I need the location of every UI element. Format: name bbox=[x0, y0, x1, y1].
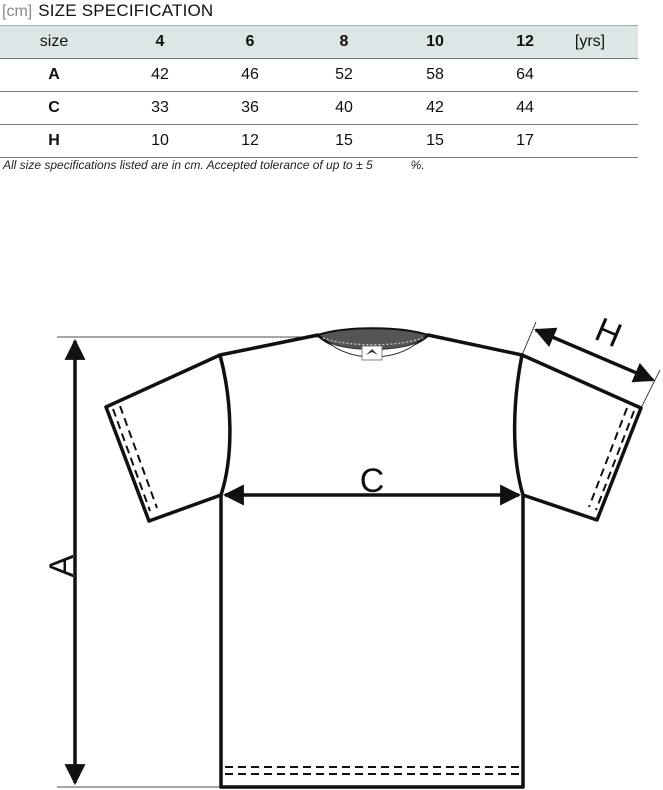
size-8-header: 8 bbox=[339, 33, 349, 50]
dimension-c-label: C bbox=[359, 462, 385, 500]
table-cell: 12 bbox=[241, 132, 259, 149]
size-10-header: 10 bbox=[426, 33, 444, 50]
table-cell: 42 bbox=[426, 99, 444, 116]
table-cell: 36 bbox=[241, 99, 259, 116]
page-title: SIZE SPECIFICATION bbox=[38, 1, 214, 20]
row-label-h: H bbox=[48, 132, 60, 149]
table-cell: 58 bbox=[426, 66, 444, 83]
table-cell: 64 bbox=[516, 66, 534, 83]
table-cell: 33 bbox=[151, 99, 169, 116]
table-cell: 17 bbox=[516, 132, 534, 149]
unit-label: [cm] bbox=[2, 3, 33, 20]
dimension-a-label: A bbox=[43, 554, 81, 578]
size-header-cell: size bbox=[39, 33, 69, 50]
table-cell: 15 bbox=[335, 132, 353, 149]
dimension-h bbox=[522, 311, 660, 408]
tolerance-note-suffix: %. bbox=[410, 158, 425, 172]
table-cell: 40 bbox=[335, 99, 353, 116]
table-cell: 42 bbox=[151, 66, 169, 83]
tshirt-outline bbox=[106, 335, 641, 787]
row-label-c: C bbox=[48, 99, 60, 116]
brand-label-icon bbox=[362, 346, 382, 360]
tolerance-note-text: All size specifications listed are in cm. Accepted tolerance of up to ± 5 bbox=[3, 158, 373, 172]
age-unit-header: [yrs] bbox=[574, 33, 606, 50]
dimension-h-label: H bbox=[589, 310, 628, 356]
size-12-header: 12 bbox=[516, 33, 534, 50]
table-cell: 10 bbox=[151, 132, 169, 149]
dimension-a bbox=[43, 337, 318, 787]
table-cell: 15 bbox=[426, 132, 444, 149]
row-label-a: A bbox=[48, 66, 60, 83]
tshirt-body bbox=[220, 335, 523, 787]
table-cell: 52 bbox=[335, 66, 353, 83]
size-6-header: 6 bbox=[245, 33, 255, 50]
table-cell: 44 bbox=[516, 99, 534, 116]
dimension-c bbox=[225, 462, 519, 500]
size-4-header: 4 bbox=[155, 33, 165, 50]
table-cell: 46 bbox=[241, 66, 259, 83]
